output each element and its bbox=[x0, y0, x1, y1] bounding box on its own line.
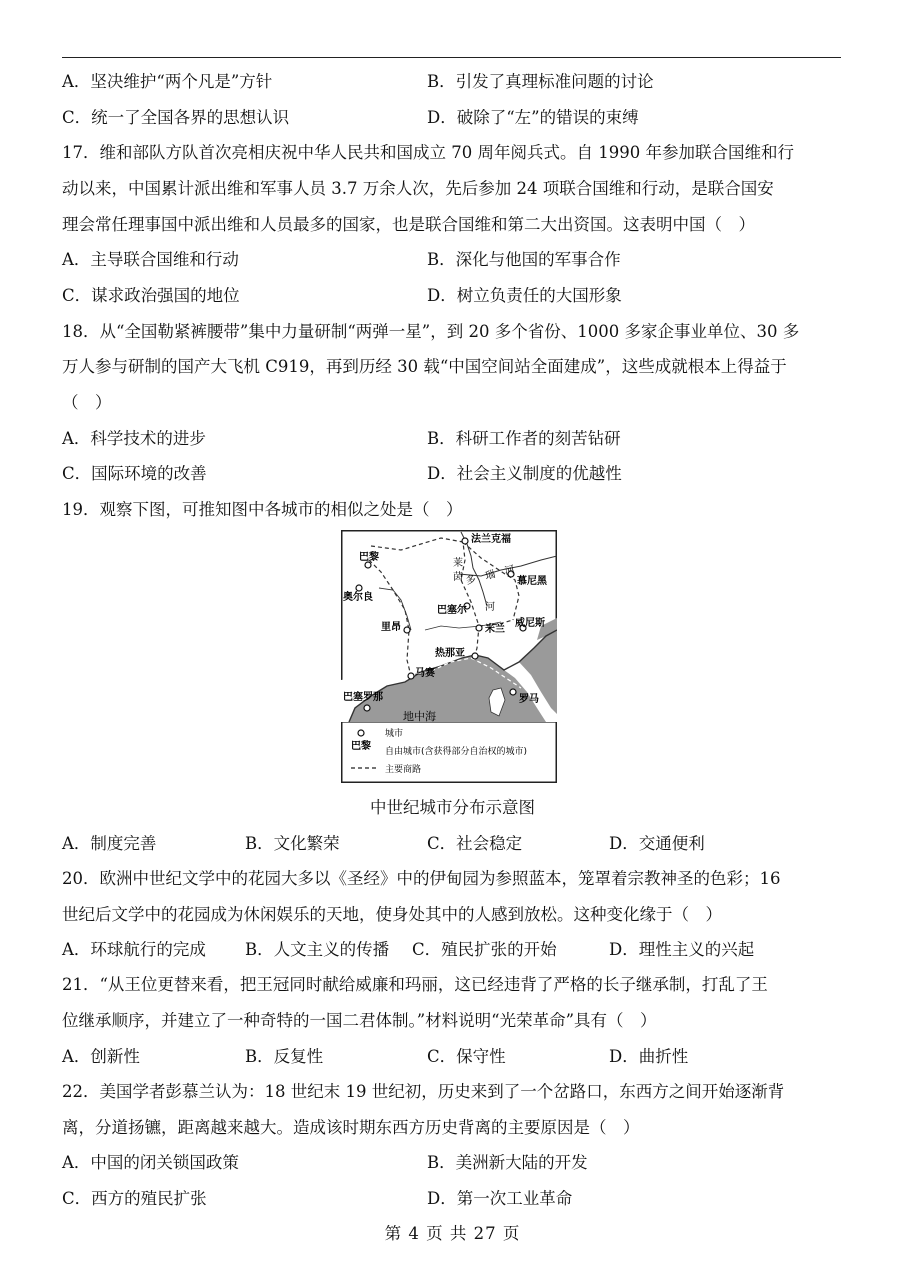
q18-option-a[interactable]: A．科学技术的进步 bbox=[62, 429, 206, 448]
q22-option-c[interactable]: C．西方的殖民扩张 bbox=[62, 1189, 207, 1208]
city-rome-label: 罗马 bbox=[519, 694, 539, 705]
rhine-label-2: 茵 bbox=[453, 572, 463, 583]
q18-stem-line: （ ） bbox=[62, 393, 112, 412]
q21-option-d[interactable]: D．曲折性 bbox=[609, 1047, 689, 1066]
city-paris-label: 巴黎 bbox=[359, 552, 379, 563]
q19-option-b[interactable]: B．文化繁荣 bbox=[245, 834, 340, 853]
legend-city-sample: 巴黎 bbox=[351, 741, 371, 752]
city-barcelona-label: 巴塞罗那 bbox=[343, 692, 383, 703]
city-lyon-label: 里昂 bbox=[381, 622, 401, 633]
q21-option-c[interactable]: C．保守性 bbox=[427, 1047, 506, 1066]
q18-option-c[interactable]: C．国际环境的改善 bbox=[62, 464, 207, 483]
legend-city-label: 城市 bbox=[385, 729, 404, 739]
q18-option-d[interactable]: D．社会主义制度的优越性 bbox=[427, 464, 622, 483]
q21-option-a[interactable]: A．创新性 bbox=[62, 1047, 140, 1066]
q17-stem-line: 动以来，中国累计派出维和军事人员 3.7 万余人次，先后参加 24 项联合国维和行动，是联合国安 bbox=[62, 179, 774, 198]
q16-option-d[interactable]: D．破除了“左”的错误的束缚 bbox=[427, 108, 639, 127]
q18-option-b[interactable]: B．科研工作者的刻苦钻研 bbox=[427, 429, 621, 448]
q20-option-d[interactable]: D．理性主义的兴起 bbox=[609, 940, 755, 959]
city-marseille-marker bbox=[408, 673, 414, 679]
page-footer: 第 4 页 共 27 页 bbox=[384, 1224, 521, 1243]
city-marseille-label: 马赛 bbox=[415, 668, 435, 679]
q16-option-a[interactable]: A．坚决维护“两个凡是”方针 bbox=[62, 72, 273, 91]
q20-option-a[interactable]: A．环球航行的完成 bbox=[62, 940, 206, 959]
q22-option-a[interactable]: A．中国的闭关锁国政策 bbox=[62, 1153, 239, 1172]
q21-stem-line: 位继承顺序，并建立了一种奇特的一国二君体制。”材料说明“光荣革命”具有（ ） bbox=[62, 1011, 657, 1030]
q20-option-b[interactable]: B．人文主义的传播 bbox=[245, 940, 390, 959]
q17-stem-line: 理会常任理事国中派出维和人员最多的国家，也是联合国维和第二大出资国。这表明中国（ ） bbox=[62, 215, 755, 234]
q21-stem-line: 21．“从王位更替来看，把王冠同时献给威廉和玛丽，这已经违背了严格的长子继承制，打乱了王 bbox=[62, 975, 768, 994]
legend-free-city-label: 自由城市(含获得部分自治权的城市) bbox=[385, 747, 528, 757]
rhine-label-3: 河 bbox=[485, 602, 495, 613]
q19-option-c[interactable]: C．社会稳定 bbox=[427, 834, 523, 853]
q22-stem-line: 离，分道扬镳，距离越来越大。造成该时期东西方历史背离的主要原因是（ ） bbox=[62, 1118, 640, 1137]
city-orleans-marker bbox=[356, 585, 362, 591]
q18-stem-line: 万人参与研制的国产大飞机 C919，再到历经 30 载“中国空间站全面建成”，这些成就根本上得益于 bbox=[62, 357, 787, 376]
danube-label: 多 瑙 河 bbox=[464, 564, 516, 588]
legend-route-label: 主要商路 bbox=[385, 765, 422, 775]
city-munich-label: 慕尼黑 bbox=[517, 576, 547, 587]
q21-option-b[interactable]: B．反复性 bbox=[245, 1047, 324, 1066]
city-genoa-marker bbox=[472, 653, 478, 659]
city-genoa-label: 热那亚 bbox=[435, 648, 465, 659]
map-caption: 中世纪城市分布示意图 bbox=[370, 798, 535, 817]
city-lyon-marker bbox=[404, 627, 410, 633]
city-basel-label: 巴塞尔 bbox=[437, 605, 467, 616]
q22-stem-line: 22．美国学者彭慕兰认为：18 世纪末 19 世纪初，历史来到了一个岔路口，东西方之间开始逐渐背 bbox=[62, 1082, 785, 1101]
city-venice-label: 威尼斯 bbox=[515, 618, 545, 629]
city-milan-marker bbox=[476, 625, 482, 631]
city-milan-label: 米兰 bbox=[485, 624, 505, 635]
q17-stem-line: 17．维和部队方队首次亮相庆祝中华人民共和国成立 70 周年阅兵式。自 1990 年参加联合国维和行 bbox=[62, 143, 794, 162]
medieval-city-map bbox=[341, 530, 557, 783]
q16-option-c[interactable]: C．统一了全国各界的思想认识 bbox=[62, 108, 290, 127]
top-rule bbox=[62, 57, 841, 58]
rhine-label-1: 莱 bbox=[453, 558, 463, 569]
q19-option-d[interactable]: D．交通便利 bbox=[609, 834, 705, 853]
q20-stem-line: 20．欧洲中世纪文学中的花园大多以《圣经》中的伊甸园为参照蓝本，笼罩着宗教神圣的色彩；16 bbox=[62, 869, 781, 888]
legend-city-marker bbox=[358, 730, 364, 736]
q22-option-d[interactable]: D．第一次工业革命 bbox=[427, 1189, 573, 1208]
q20-option-c[interactable]: C．殖民扩张的开始 bbox=[412, 940, 557, 959]
q17-option-b[interactable]: B．深化与他国的军事合作 bbox=[427, 250, 621, 269]
q19-option-a[interactable]: A．制度完善 bbox=[62, 834, 157, 853]
q16-option-b[interactable]: B．引发了真理标准问题的讨论 bbox=[427, 72, 654, 91]
city-frankfurt-marker bbox=[462, 538, 468, 544]
q17-option-a[interactable]: A．主导联合国维和行动 bbox=[62, 250, 239, 269]
q18-stem-line: 18．从“全国勒紧裤腰带”集中力量研制“两弹一星”，到 20 多个省份、1000 多家企事业单位、30 多 bbox=[62, 322, 800, 341]
city-orleans-label: 奥尔良 bbox=[343, 592, 373, 603]
q20-stem-line: 世纪后文学中的花园成为休闲娱乐的天地，使身处其中的人感到放松。这种变化缘于（ ） bbox=[62, 905, 722, 924]
city-barcelona-marker bbox=[364, 705, 370, 711]
city-frankfurt-label: 法兰克福 bbox=[471, 534, 511, 545]
sea-label: 地中海 bbox=[403, 710, 436, 723]
q19-stem: 19．观察下图，可推知图中各城市的相似之处是（ ） bbox=[62, 500, 463, 519]
q17-option-c[interactable]: C．谋求政治强国的地位 bbox=[62, 286, 240, 305]
q17-option-d[interactable]: D．树立负责任的大国形象 bbox=[427, 286, 622, 305]
city-rome-marker bbox=[510, 689, 516, 695]
q22-option-b[interactable]: B．美洲新大陆的开发 bbox=[427, 1153, 588, 1172]
